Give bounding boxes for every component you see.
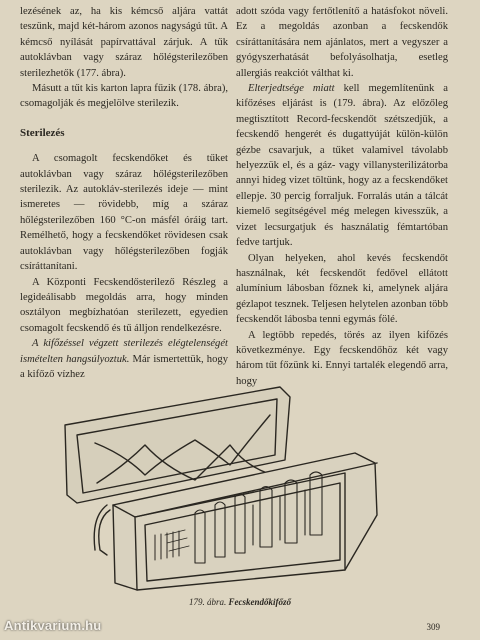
- caption-number: 179. ábra.: [188, 597, 227, 607]
- paragraph: A Központi Fecskendősterilező Részleg a legideálisabb megoldás arra, hogy minden osztályon megbízhatóan sterilezett, egyedien csomagolt fecskendő és tű álljon rendelkezésre.: [20, 276, 228, 334]
- paragraph: A csomagolt fecskendőket és tűket autoklávban vagy száraz hőlégsterilezőben sterilezik. Az autokláv-sterilezés ideje — mint ismeretes — rövidebb, míg a száraz hőlégsterilezőben 160 °C-on másfél óráig tart. Remélhető, hogy a fecskendőket rövidesen csak autoklávban vagy hőlégsterilezőben fogják csíráttanítani.: [20, 153, 228, 273]
- paragraph-text: Már ismertettük, hogy a kifőző vízhez: [20, 353, 228, 380]
- page-number: 309: [426, 622, 440, 632]
- paragraph: lezésének az, ha kis kémcső aljára vattát teszünk, majd két-három azonos nagyságú tűt. A kémcső nyílását papírvattával zárjuk. A tűk autoklávban vagy száraz hőlégsterilezőben sterilezhetők (177. ábra).: [20, 6, 228, 79]
- paragraph: [20, 336, 228, 382]
- caption-title: Fecskendőkifőző: [228, 597, 291, 607]
- section-heading: Sterilezés: [20, 126, 65, 139]
- right-column: [236, 4, 448, 389]
- paragraph: adott szóda vagy fertőtlenítő a hatásfokot növeli. Ez a megoldás azonban a fecskendők csíráttanítására nem ajánlatos, mert a vegyszer a gyógyszerhatását befolyásolhatja, esetleg allergiás reakciót válthat ki.: [236, 6, 448, 79]
- paragraph: Másutt a tűt kis karton lapra fűzik (178. ábra), csomagolják és megjelölve sterilezik.: [20, 83, 228, 110]
- emphasis-text: A kifőzéssel végzett sterilezés elégtelenségét ismételten hangsúlyoztuk.: [20, 338, 228, 365]
- paragraph: A legtöbb repedés, törés az ilyen kifőzés következménye. Egy fecskendőhöz két vagy három tűt főzünk ki. Ennyi tartalék elegendő arra, hogy: [236, 329, 448, 387]
- paragraph: [236, 81, 448, 250]
- left-column: [20, 4, 228, 382]
- watermark: Antikvarium.hu: [4, 618, 102, 633]
- syringe-sterilizer-illustration: [55, 385, 390, 595]
- paragraph: Olyan helyeken, ahol kevés fecskendőt használnak, két fecskendőt fedővel ellátott alumínium lábosban főznek ki, amelynek aljára gézlapot tesznek. Teljesen helytelen azonban több fecskendőt lábosba tenni egymás fölé.: [236, 252, 448, 326]
- figure-caption: [140, 597, 340, 607]
- paragraph-text: kell megemlítenünk a kifőzéses eljárást is (179. ábra). Az előzőleg megtisztított Record-fecskendőt szétszedjük, a fecskendő hengerét és dugattyúját külön-külön gézbe csavarjuk, a tűket valamivel távolabb helyezzük el, és a gáz- vagy villanysterilizátorba annyi hideg vizet töltünk, hogy az a fecskendőket ellepje. 30 percig forraljuk. Forralás után a tálcát kiemelő segítségével még melegen kivesszük, a vizet lecsurgatjuk és használatig fémtartóban fedve tartjuk.: [236, 83, 448, 249]
- emphasis-text: Elterjedtsége miatt: [248, 83, 335, 95]
- lifting-handle: [99, 510, 110, 555]
